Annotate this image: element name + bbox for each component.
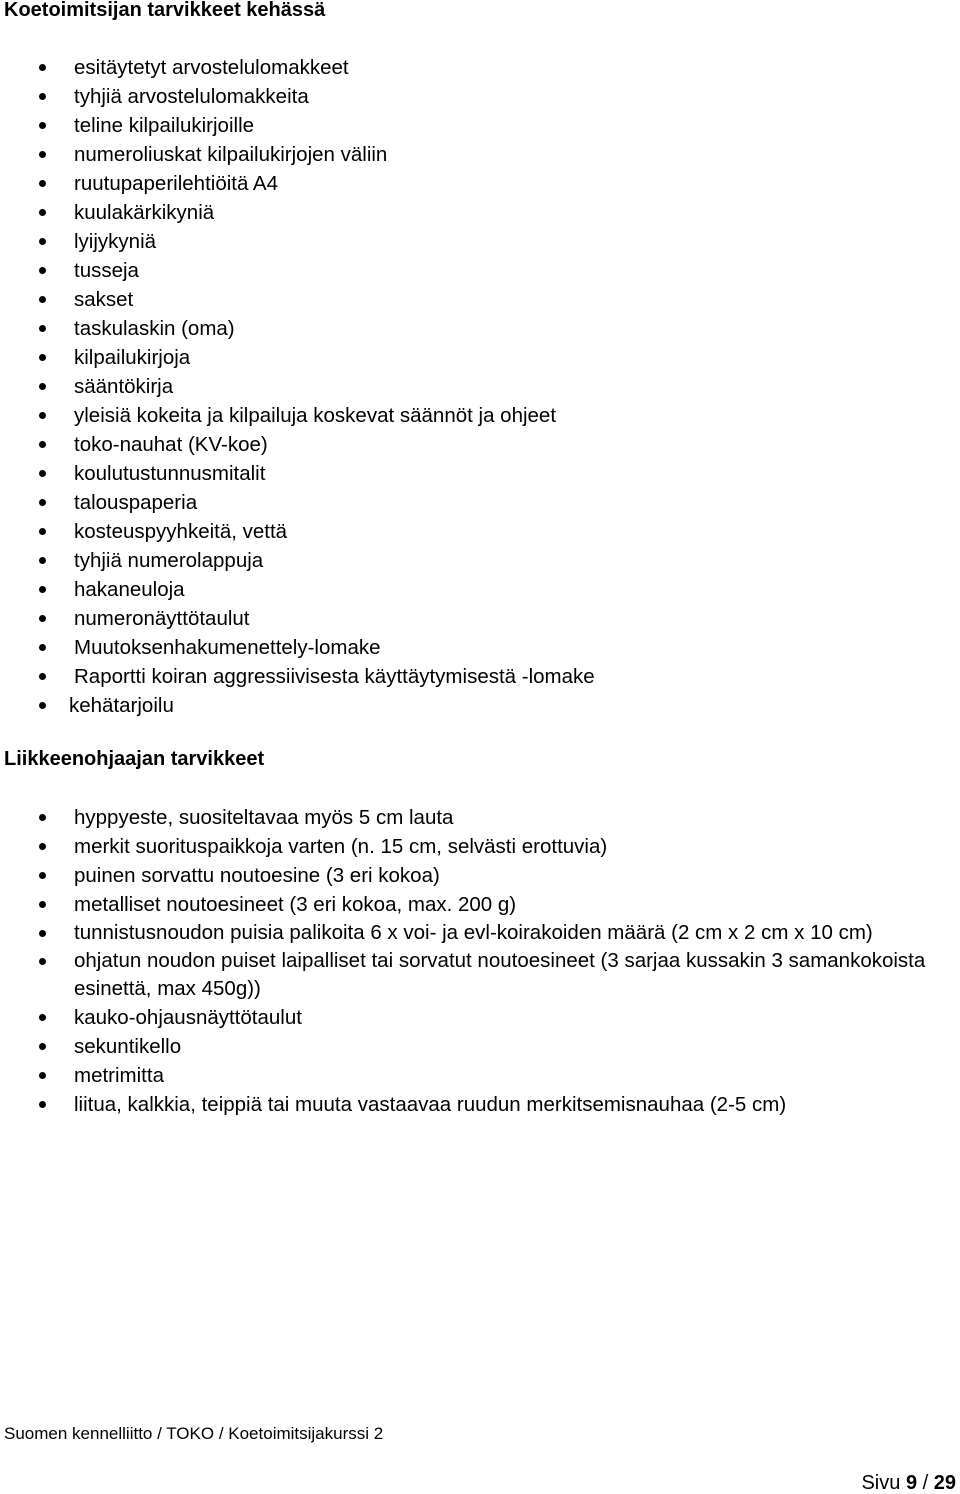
bullet-icon bbox=[39, 958, 46, 965]
page-total: 29 bbox=[933, 1472, 956, 1494]
footer-document-title: Suomen kennelliitto / TOKO / Koetoimitsijakurssi 2 bbox=[4, 1424, 384, 1443]
bullet-icon bbox=[39, 872, 46, 879]
list-item: metalliset noutoesineet (3 eri kokoa, max. 200 g) bbox=[0, 890, 960, 919]
bullet-icon bbox=[39, 702, 46, 709]
list-item: esitäytetyt arvostelulomakkeet bbox=[0, 53, 595, 82]
bullet-icon bbox=[39, 151, 46, 158]
list-item: yleisiä kokeita ja kilpailuja koskevat säännöt ja ohjeet bbox=[0, 401, 595, 430]
bullet-icon bbox=[39, 1043, 46, 1050]
section-title-liikkeenohjaaja: Liikkeenohjaajan tarvikkeet bbox=[4, 748, 265, 770]
bullet-icon bbox=[39, 93, 46, 100]
list-item: teline kilpailukirjoille bbox=[0, 111, 595, 140]
list-item: Muutoksenhakumenettely-lomake bbox=[0, 633, 595, 662]
list-item: hyppyeste, suositeltavaa myös 5 cm lauta bbox=[0, 803, 960, 832]
bullet-icon bbox=[39, 412, 46, 419]
list-item: kosteuspyyhkeitä, vettä bbox=[0, 517, 595, 546]
list-item: taskulaskin (oma) bbox=[0, 314, 595, 343]
bullet-icon bbox=[39, 499, 46, 506]
bullet-icon bbox=[39, 296, 46, 303]
bullet-icon bbox=[39, 470, 46, 477]
list-item: tusseja bbox=[0, 256, 595, 285]
list-item: numeroliuskat kilpailukirjojen väliin bbox=[0, 140, 595, 169]
list-item: liitua, kalkkia, teippiä tai muuta vastaavaa ruudun merkitsemisnauhaa (2-5 cm) bbox=[0, 1090, 960, 1119]
list-item: tyhjiä numerolappuja bbox=[0, 546, 595, 575]
bullet-icon bbox=[39, 122, 46, 129]
bullet-icon bbox=[39, 209, 46, 216]
bullet-icon bbox=[39, 557, 46, 564]
section-title-koetoimitsija: Koetoimitsijan tarvikkeet kehässä bbox=[4, 0, 326, 21]
list-item: kehätarjoilu bbox=[0, 691, 595, 720]
list-item: kauko-ohjausnäyttötaulut bbox=[0, 1003, 960, 1032]
page-separator: / bbox=[922, 1472, 929, 1494]
bullet-icon bbox=[39, 354, 46, 361]
list-item: talouspaperia bbox=[0, 488, 595, 517]
list-item: ohjatun noudon puiset laipalliset tai sorvatut noutoesineet (3 sarjaa kussakin 3 samankokoista esinettä, max 450g)) bbox=[0, 947, 960, 1003]
bullet-icon bbox=[39, 930, 46, 937]
bullet-icon bbox=[39, 1072, 46, 1079]
list-item: lyijykyniä bbox=[0, 227, 595, 256]
page-label: Sivu bbox=[861, 1472, 901, 1494]
bullet-icon bbox=[39, 586, 46, 593]
list-item: kuulakärkikyniä bbox=[0, 198, 595, 227]
bullet-icon bbox=[39, 383, 46, 390]
bullet-icon bbox=[39, 528, 46, 535]
liikkeenohjaaja-supplies-list bbox=[0, 803, 960, 1119]
list-item: merkit suorituspaikkoja varten (n. 15 cm, selvästi erottuvia) bbox=[0, 832, 960, 861]
list-item: kilpailukirjoja bbox=[0, 343, 595, 372]
list-item: ruutupaperilehtiöitä A4 bbox=[0, 169, 595, 198]
page-current: 9 bbox=[905, 1472, 918, 1494]
list-item: sekuntikello bbox=[0, 1032, 960, 1061]
page-number bbox=[861, 1472, 956, 1494]
list-item: sääntökirja bbox=[0, 372, 595, 401]
list-item: tyhjiä arvostelulomakkeita bbox=[0, 82, 595, 111]
bullet-icon bbox=[39, 901, 46, 908]
bullet-icon bbox=[39, 644, 46, 651]
bullet-icon bbox=[39, 441, 46, 448]
bullet-icon bbox=[39, 814, 46, 821]
list-item: puinen sorvattu noutoesine (3 eri kokoa) bbox=[0, 861, 960, 890]
bullet-icon bbox=[39, 238, 46, 245]
list-item: Raportti koiran aggressiivisesta käyttäytymisestä -lomake bbox=[0, 662, 595, 691]
bullet-icon bbox=[39, 1101, 46, 1108]
koetoimitsija-supplies-list bbox=[0, 53, 595, 720]
list-item: numeronäyttötaulut bbox=[0, 604, 595, 633]
bullet-icon bbox=[39, 325, 46, 332]
bullet-icon bbox=[39, 267, 46, 274]
list-item: toko-nauhat (KV-koe) bbox=[0, 430, 595, 459]
bullet-icon bbox=[39, 64, 46, 71]
bullet-icon bbox=[39, 1014, 46, 1021]
bullet-icon bbox=[39, 615, 46, 622]
bullet-icon bbox=[39, 180, 46, 187]
bullet-icon bbox=[39, 843, 46, 850]
list-item: metrimitta bbox=[0, 1061, 960, 1090]
bullet-icon bbox=[39, 673, 46, 680]
list-item: hakaneuloja bbox=[0, 575, 595, 604]
list-item: koulutustunnusmitalit bbox=[0, 459, 595, 488]
list-item: sakset bbox=[0, 285, 595, 314]
list-item: tunnistusnoudon puisia palikoita 6 x voi- ja evl-koirakoiden määrä (2 cm x 2 cm x 10 cm) bbox=[0, 919, 960, 947]
